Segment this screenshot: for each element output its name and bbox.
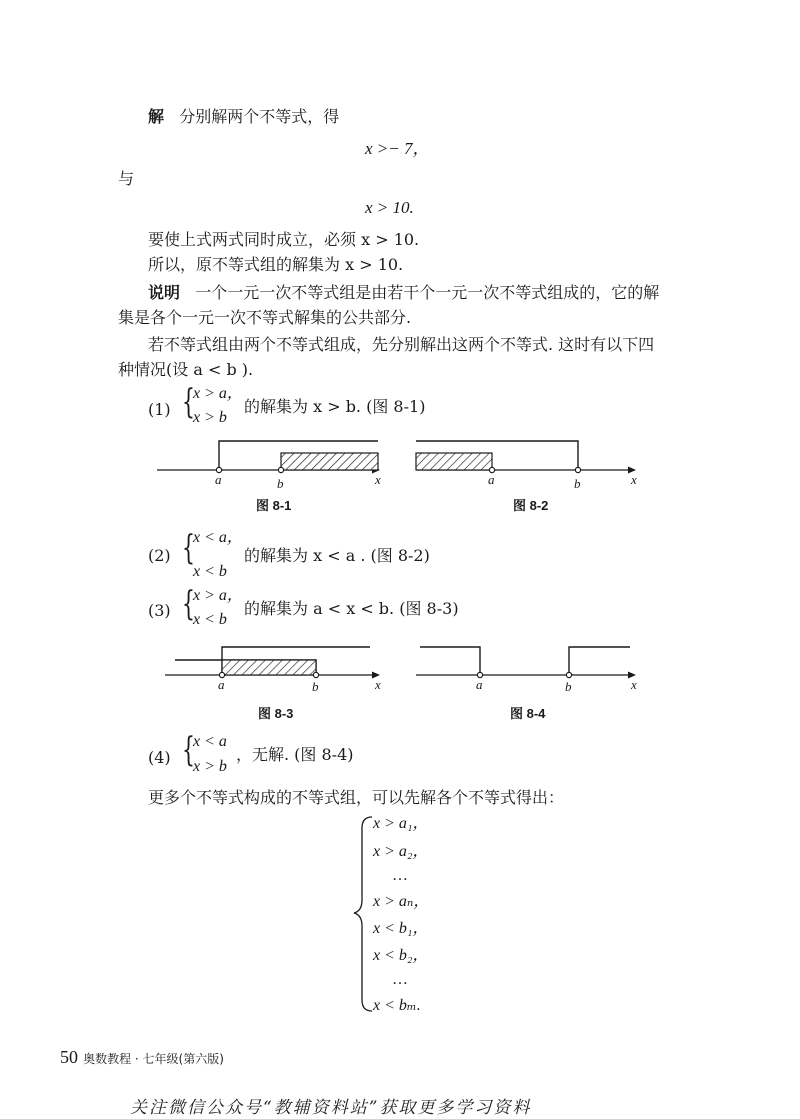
case-3-top: x > a， (193, 587, 243, 604)
equation-1: x >− 7， (365, 139, 430, 158)
case-3-result: 的解集为 a < x < b. (图 8-3) (244, 599, 459, 618)
case-2-result: 的解集为 x < a . (图 8-2) (244, 546, 430, 565)
more-text: 更多个不等式构成的不等式组，可以先解各个不等式得出： (148, 788, 565, 807)
case-3-bottom: x < b (193, 611, 227, 628)
system-line-4: x < b₁， (373, 920, 429, 937)
fig4-label-b: b (565, 679, 572, 694)
case-2-brace: { (182, 528, 195, 568)
case-3-brace: { (182, 584, 195, 624)
case-1-result: 的解集为 x > b. (图 8-1) (244, 397, 426, 416)
equation-2: x > 10. (365, 198, 414, 217)
system-line-6: x < bₘ. (373, 997, 421, 1014)
fig2-label-a: a (488, 472, 495, 487)
fig2-label-x: x (631, 472, 637, 487)
fig2-label-b: b (574, 476, 581, 491)
fig4-label-x: x (631, 677, 637, 692)
case-4-result: ，无解. (图 8-4) (236, 745, 354, 764)
solution-line-1: 要使上式两式同时成立，必须 x > 10. (148, 230, 420, 249)
case-2-bottom: x < b (193, 563, 227, 580)
fig1-label-x: x (375, 472, 381, 487)
system-ellipsis-2: … (392, 971, 408, 988)
system-line-3: x > aₙ， (373, 893, 430, 910)
system-ellipsis-1: … (392, 867, 408, 884)
fig3-label-b: b (312, 679, 319, 694)
fig2-caption: 图 8-2 (513, 498, 549, 513)
note-paragraph-2-line-2: 种情况(设 a < b ). (118, 360, 254, 379)
case-1-bottom: x > b (193, 409, 227, 426)
case-1-top: x > a， (193, 385, 243, 402)
fig3-label-x: x (375, 677, 381, 692)
page-footer (60, 1047, 224, 1068)
fig1-caption: 图 8-1 (256, 498, 292, 513)
fig1-label-a: a (215, 472, 222, 487)
fig4-label-a: a (476, 677, 483, 692)
case-4-number: (4) (148, 748, 171, 767)
book-title: 奥数教程 · 七年级(第六版) (83, 1052, 224, 1066)
fig1-label-b: b (277, 476, 284, 491)
case-3-number: (3) (148, 601, 171, 620)
case-4-top: x < a (193, 733, 227, 750)
fig4-caption: 图 8-4 (510, 706, 546, 721)
solution-label: 解 (148, 107, 165, 126)
note-paragraph-2-line-1: 若不等式组由两个不等式组成，先分别解出这两个不等式. 这时有以下四 (148, 335, 655, 354)
fig3-label-a: a (218, 677, 225, 692)
case-4-brace: { (182, 730, 195, 770)
note-label: 说明 (148, 283, 181, 302)
solution-intro: 分别解两个不等式，得 (179, 107, 340, 126)
solution-line-2: 所以，原不等式组的解集为 x > 10. (148, 255, 404, 274)
and-word: 与 (118, 169, 135, 188)
note-paragraph-1-line-2: 集是各个一元一次不等式解集的公共部分. (118, 308, 412, 327)
case-2-top: x < a， (193, 529, 243, 546)
case-1-brace: { (182, 382, 195, 422)
case-2-number: (2) (148, 546, 171, 565)
system-line-5: x < b₂， (373, 947, 429, 964)
watermark: 关注微信公众号“教辅资料站”获取更多学习资料 (130, 1098, 532, 1118)
case-4-bottom: x > b (193, 758, 227, 775)
system-line-2: x > a₂， (373, 843, 429, 860)
system-line-1: x > a₁， (373, 815, 429, 832)
note-p1a: 一个一元一次不等式组是由若干个一元一次不等式组成的，它的解 (195, 283, 660, 302)
page-number: 50 (60, 1047, 78, 1067)
fig3-caption: 图 8-3 (258, 706, 294, 721)
case-1-number: (1) (148, 400, 171, 419)
